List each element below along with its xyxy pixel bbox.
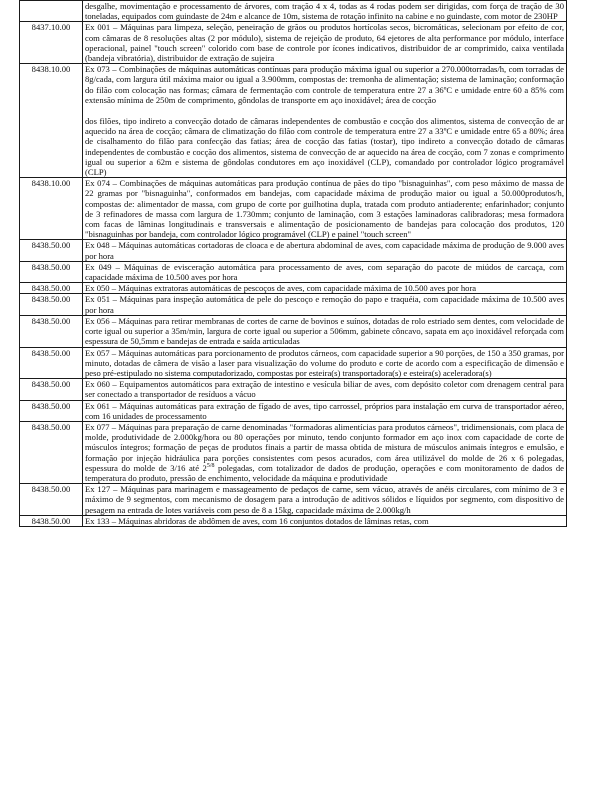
ncm-code: 8438.50.00	[20, 400, 83, 421]
item-description	[83, 64, 567, 178]
item-description: Ex 061 – Máquinas automáticas para extração de fígado de aves, tipo carrossel, próprios para instalação em curva de transportador aéreo, com 16 unidades de processamento	[83, 400, 567, 421]
item-description: Ex 051 – Máquinas para inspeção automática de pele do pescoço e remoção do papo e traquéia, com capacidade máxima de 10.500 aves por hora	[83, 294, 567, 315]
table-row	[20, 240, 567, 261]
item-description: Ex 057 – Máquinas automáticas para porcionamento de produtos cárneos, com capacidade superior a 90 porções, de 150 a 350 gramas, por minuto, dotadas de câmera de visão a laser para visualização do volume do produto e corte de acordo com a especificação de dimensão e peso pré-estipulado no sistema computadorizado, compostas por esteira(s) transportadora(s) e esteira(s) aceleradora(s)	[83, 347, 567, 379]
description-part-2: dos filões, tipo indireto a convecção dotado de câmaras independentes de combustão e cocção dos alimentos, sistema de convecção de ar aquecido na área de cocção; câmara de climatização do filão com controle de temperatura entre 27 a 33ºC e umidade entre 65 a 80%; área de cisalhamento do filão para confecção das fatias; área de cocção das fatias (tostar), tipo indireto a convecção dotado de câmaras independentes de combustão e cocção dos alimentos, sistema de convecção de ar aquecido na área de cocção, com 7 zonas e comprimento igual ou superior a 62m e sistema de gôndolas condutores em aço inoxidável (CLP), comandado por controlador lógico programável (CLP)	[85, 116, 564, 178]
description-part-1: Ex 073 – Combinações de máquinas automáticas contínuas para produção máxima igual ou superior a 270.000torradas/h, com torradas de 8g/cada, com largura útil máxima maior ou igual a 3.900mm, compostas de: tremonha de alimentação; sistema de laminação; conformação do filão com colocação nas formas; câmara de fermentação com controle de temperatura entre 27 a 36ºC e umidade entre 60 a 85% com extensão mínima de 250m de comprimento, gôndolas de transporte em aço inoxidável; área de cocção	[85, 64, 564, 105]
table-row	[20, 315, 567, 347]
ncm-code: 8438.50.00	[20, 240, 83, 261]
item-description: Ex 133 – Máquinas abridoras de abdômen de aves, com 16 conjuntos dotados de lâminas retas, com	[83, 515, 567, 526]
table-row	[20, 347, 567, 379]
table-row	[20, 515, 567, 526]
ncm-code: 8438.50.00	[20, 484, 83, 516]
table-row	[20, 178, 567, 240]
table-row	[20, 1, 567, 22]
item-description	[83, 421, 567, 483]
table-row	[20, 283, 567, 294]
ncm-code: 8438.10.00	[20, 64, 83, 178]
item-description: Ex 060 – Equipamentos automáticos para extração de intestino e vesícula biliar de aves, com depósito coletor com drenagem central para ser conectado a transportador de resíduos a vácuo	[83, 379, 567, 400]
description-text: Ex 077 – Máquinas para preparação de carne denominadas "formadoras alimentícias para produtos cárneos", tridimensionais, com placa de molde, produtividade de 2.000kg/hora ou 80 operações por minuto, tendo conjunto formador em aço inox com capacidade de corte de músculos íntegros; formação de peças de produtos finais a partir de massa obtida de mistura de músculos animais íntegros e emulsão, e formação por injeção hidráulica para porções consistentes com pesos acurados, com área utilizável do molde de 26 x 6 polegadas, espessura do molde de 3/16 até 2	[85, 421, 564, 473]
item-description: desgalhe, movimentação e processamento de árvores, com tração 4 x 4, todas as 4 rodas podem ser dirigidas, com força de tração de 30 toneladas, equipados com guindaste de 24m e alcance de 10m, sistema de rotação infinito na cabine e no guindaste, com motor de 230HP	[83, 1, 567, 22]
description-tail: polegadas, com totalizador de dados de produção, operações e com monitoramento de dados de temperatura do produto, pressão de enchimento, velocidade da máquina e produtividade	[85, 462, 564, 483]
item-description: Ex 056 – Máquinas para retirar membranas de cortes de carne de bovinos e suínos, dotadas de rolo estriado sem dentes, com velocidade de corte igual ou superior a 35m/min, largura de corte igual ou superior a 506mm, gabinete côncavo, sapata em aço inoxidável reforçada com espessura de 50,5mm e bandejas de entrada e saída articuladas	[83, 315, 567, 347]
ncm-code: 8438.50.00	[20, 379, 83, 400]
ncm-code: 8438.50.00	[20, 294, 83, 315]
item-description: Ex 127 – Máquinas para marinagem e massageamento de pedaços de carne, sem vácuo, através de anéis circulares, com mínimo de 3 e máximo de 9 segmentos, com mecanismo de dosagem para a introdução de aditivos sólidos e líquidos por segmento, com dispositivo de pesagem na entrada de lotes variáveis com peso de 8 a 15kg, capacidade máxima de 2.000kg/h	[83, 484, 567, 516]
item-description: Ex 074 – Combinações de máquinas automáticas para produção contínua de pães do tipo "bisnaguinhas", com peso máximo de massa de 22 gramas por "bisnaguinha", conformados em bandejas, com capacidade máxima de produção maior ou igual a 50.000produtos/h, compostas de: alimentador de massa, com grupo de corte por guilhotina dupla, tratada com produto antiaderente; enfarinhador; conjunto de 3 refinadores de massa com largura de 1.730mm; conjunto de laminação, com 3 estações laminadoras calibradoras; mesa formadora com facas de lâminas longitudinais e transversais e alimentação de posicionamento de bandejas para colocação dos produtos, 120 "bisnaguinhas por bandeja, com controlador lógico programável (CLP) e painel "touch screen"	[83, 178, 567, 240]
ncm-code: 8438.10.00	[20, 178, 83, 240]
table-row	[20, 261, 567, 282]
table-row	[20, 421, 567, 483]
ncm-code: 8438.50.00	[20, 261, 83, 282]
table-row	[20, 379, 567, 400]
tariff-table	[19, 0, 567, 527]
ncm-code: 8438.50.00	[20, 421, 83, 483]
item-description: Ex 049 – Máquinas de evisceração automática para processamento de aves, com separação do pacote de miúdos de carcaça, com capacidade máxima de 10.500 aves por hora	[83, 261, 567, 282]
table-row	[20, 64, 567, 178]
ncm-code: 8438.50.00	[20, 347, 83, 379]
table-row	[20, 484, 567, 516]
table-row	[20, 400, 567, 421]
item-description: Ex 001 – Máquinas para limpeza, seleção, peneiração de grãos ou produtos hortícolas secos, bicromáticas, selecionam por efeito de cor, com câmaras de 8 resoluções altas (2 por módulo), sistema de rejeição de produto, 64 ejetores de alta performance por módulo, interface operacional, painel "touch screen" colorido com base de controle por ícones indicativos, distribuidor de ar comprimido, caixa ventilada (bandeja vibratória), distribuidor de extração de sujeira	[83, 22, 567, 64]
item-description: Ex 050 – Máquinas extratoras automáticas de pescoços de aves, com capacidade máxima de 10.500 aves por hora	[83, 283, 567, 294]
ncm-code: 8437.10.00	[20, 22, 83, 64]
ncm-code: 8438.50.00	[20, 515, 83, 526]
item-description: Ex 048 – Máquinas automáticas cortadoras de cloaca e de abertura abdominal de aves, com capacidade máxima de produção de 9.000 aves por hora	[83, 240, 567, 261]
ncm-code: 8438.50.00	[20, 315, 83, 347]
ncm-code: 8438.50.00	[20, 283, 83, 294]
table-row	[20, 294, 567, 315]
fraction-superscript: 5/8	[206, 462, 215, 469]
ncm-code	[20, 1, 83, 22]
table-row	[20, 22, 567, 64]
